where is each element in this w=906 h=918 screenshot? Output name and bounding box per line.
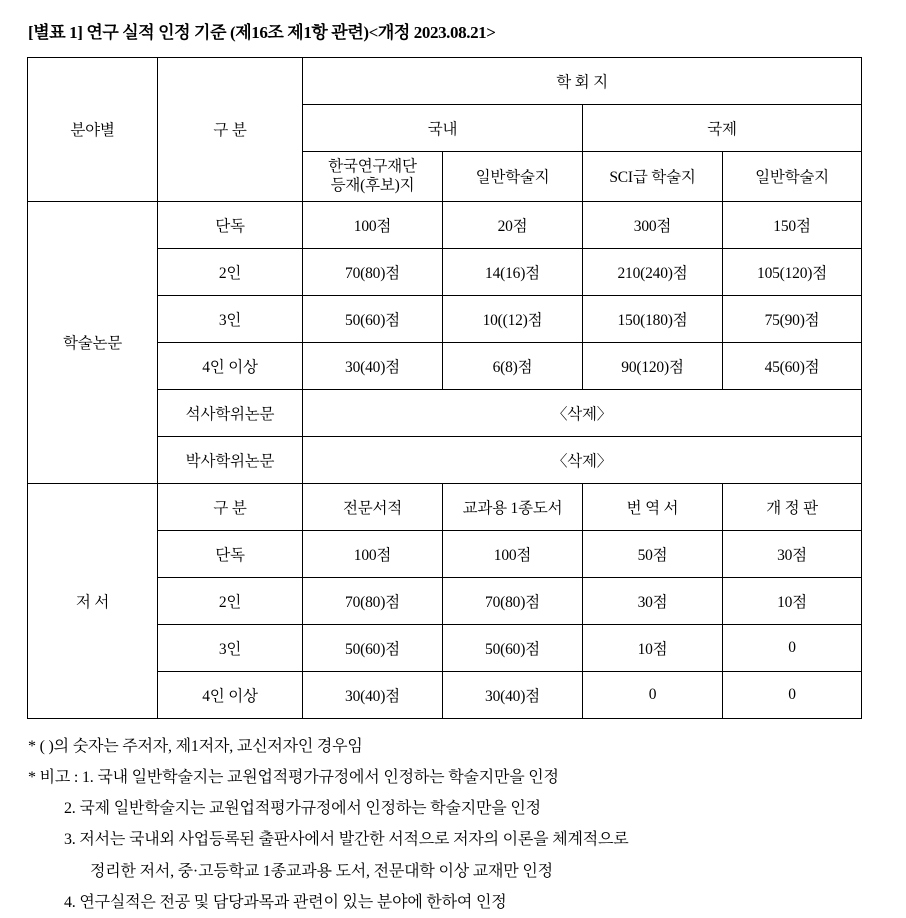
books-row-1-textbook: 70(80)점 bbox=[443, 577, 583, 624]
books-row-0-specialized: 100점 bbox=[303, 530, 443, 577]
table-row bbox=[28, 201, 862, 248]
papers-row-2-nrf: 50(60)점 bbox=[303, 295, 443, 342]
header-domestic-label: 국내 bbox=[303, 105, 583, 152]
books-row-2-translation: 10점 bbox=[583, 624, 723, 671]
header-col-general-domestic: 일반학술지 bbox=[443, 152, 583, 202]
papers-row-3-general-domestic: 6(8)점 bbox=[443, 342, 583, 389]
footnotes bbox=[28, 731, 880, 918]
books-row-2-revision: 0 bbox=[723, 624, 862, 671]
section-books-label: 저 서 bbox=[28, 483, 158, 718]
books-row-3-specialized: 30(40)점 bbox=[303, 671, 443, 718]
doctoral-thesis-value: 〈삭제〉 bbox=[303, 436, 862, 483]
header-field-label: 분야별 bbox=[28, 58, 158, 202]
papers-row-0-sci: 300점 bbox=[583, 201, 723, 248]
papers-row-3-division: 4인 이상 bbox=[158, 342, 303, 389]
papers-row-1-nrf: 70(80)점 bbox=[303, 248, 443, 295]
books-row-0-revision: 30점 bbox=[723, 530, 862, 577]
books-row-3-translation: 0 bbox=[583, 671, 723, 718]
papers-row-2-general-intl: 75(90)점 bbox=[723, 295, 862, 342]
books-row-1-division: 2인 bbox=[158, 577, 303, 624]
books-row-3-textbook: 30(40)점 bbox=[443, 671, 583, 718]
page-title: [별표 1] 연구 실적 인정 기준 (제16조 제1항 관련)<개정 2023.08.21> bbox=[28, 23, 496, 42]
papers-row-3-general-intl: 45(60)점 bbox=[723, 342, 862, 389]
papers-row-1-general-intl: 105(120)점 bbox=[723, 248, 862, 295]
books-row-1-translation: 30점 bbox=[583, 577, 723, 624]
header-division-label: 구 분 bbox=[158, 58, 303, 202]
books-row-3-revision: 0 bbox=[723, 671, 862, 718]
papers-row-1-sci: 210(240)점 bbox=[583, 248, 723, 295]
header-international-label: 국제 bbox=[583, 105, 862, 152]
papers-row-0-general-intl: 150점 bbox=[723, 201, 862, 248]
research-performance-table bbox=[27, 57, 862, 719]
papers-row-2-division: 3인 bbox=[158, 295, 303, 342]
footnote-3: 2. 국제 일반학술지는 교원업적평가규정에서 인정하는 학술지만을 인정 bbox=[64, 800, 541, 818]
books-row-0-textbook: 100점 bbox=[443, 530, 583, 577]
masters-thesis-division: 석사학위논문 bbox=[158, 389, 303, 436]
header-col-sci: SCI급 학술지 bbox=[583, 152, 723, 202]
books-header-division-label: 구 분 bbox=[158, 483, 303, 530]
header-col-nrf bbox=[303, 152, 443, 202]
papers-row-1-division: 2인 bbox=[158, 248, 303, 295]
books-row-3-division: 4인 이상 bbox=[158, 671, 303, 718]
header-journal-label: 학 회 지 bbox=[303, 58, 862, 105]
footnote-5: 정리한 저서, 중·고등학교 1종교과용 도서, 전문대학 이상 교재만 인정 bbox=[90, 862, 553, 880]
header-col-nrf-line1: 한국연구재단 bbox=[328, 158, 417, 175]
papers-row-3-nrf: 30(40)점 bbox=[303, 342, 443, 389]
footnote-1: * ( )의 숫자는 주저자, 제1저자, 교신저자인 경우임 bbox=[28, 737, 363, 755]
footnote-2: * 비고 : 1. 국내 일반학술지는 교원업적평가규정에서 인정하는 학술지만을 인정 bbox=[28, 768, 559, 786]
footnote-6: 4. 연구실적은 전공 및 담당과목과 관련이 있는 분야에 한하여 인정 bbox=[64, 893, 507, 911]
papers-row-2-sci: 150(180)점 bbox=[583, 295, 723, 342]
books-header-col-textbook: 교과용 1종도서 bbox=[443, 483, 583, 530]
papers-row-2-general-domestic: 10((12)점 bbox=[443, 295, 583, 342]
masters-thesis-value: 〈삭제〉 bbox=[303, 389, 862, 436]
books-row-2-textbook: 50(60)점 bbox=[443, 624, 583, 671]
books-header-col-revision: 개 정 판 bbox=[723, 483, 862, 530]
books-row-1-specialized: 70(80)점 bbox=[303, 577, 443, 624]
table-header-row-1 bbox=[28, 58, 862, 105]
header-col-general-intl: 일반학술지 bbox=[723, 152, 862, 202]
doctoral-thesis-division: 박사학위논문 bbox=[158, 436, 303, 483]
papers-row-0-division: 단독 bbox=[158, 201, 303, 248]
books-header-col-translation: 번 역 서 bbox=[583, 483, 723, 530]
books-row-0-translation: 50점 bbox=[583, 530, 723, 577]
papers-row-1-general-domestic: 14(16)점 bbox=[443, 248, 583, 295]
footnote-4: 3. 저서는 국내외 사업등록된 출판사에서 발간한 서적으로 저자의 이론을 체계적으로 bbox=[64, 831, 629, 849]
books-row-2-division: 3인 bbox=[158, 624, 303, 671]
header-col-nrf-line2: 등재(후보)지 bbox=[330, 177, 415, 195]
books-header-col-specialized: 전문서적 bbox=[303, 483, 443, 530]
books-row-2-specialized: 50(60)점 bbox=[303, 624, 443, 671]
papers-row-0-nrf: 100점 bbox=[303, 201, 443, 248]
section-papers-label: 학술논문 bbox=[28, 201, 158, 483]
papers-row-0-general-domestic: 20점 bbox=[443, 201, 583, 248]
books-row-0-division: 단독 bbox=[158, 530, 303, 577]
table-row bbox=[28, 483, 862, 530]
books-row-1-revision: 10점 bbox=[723, 577, 862, 624]
papers-row-3-sci: 90(120)점 bbox=[583, 342, 723, 389]
